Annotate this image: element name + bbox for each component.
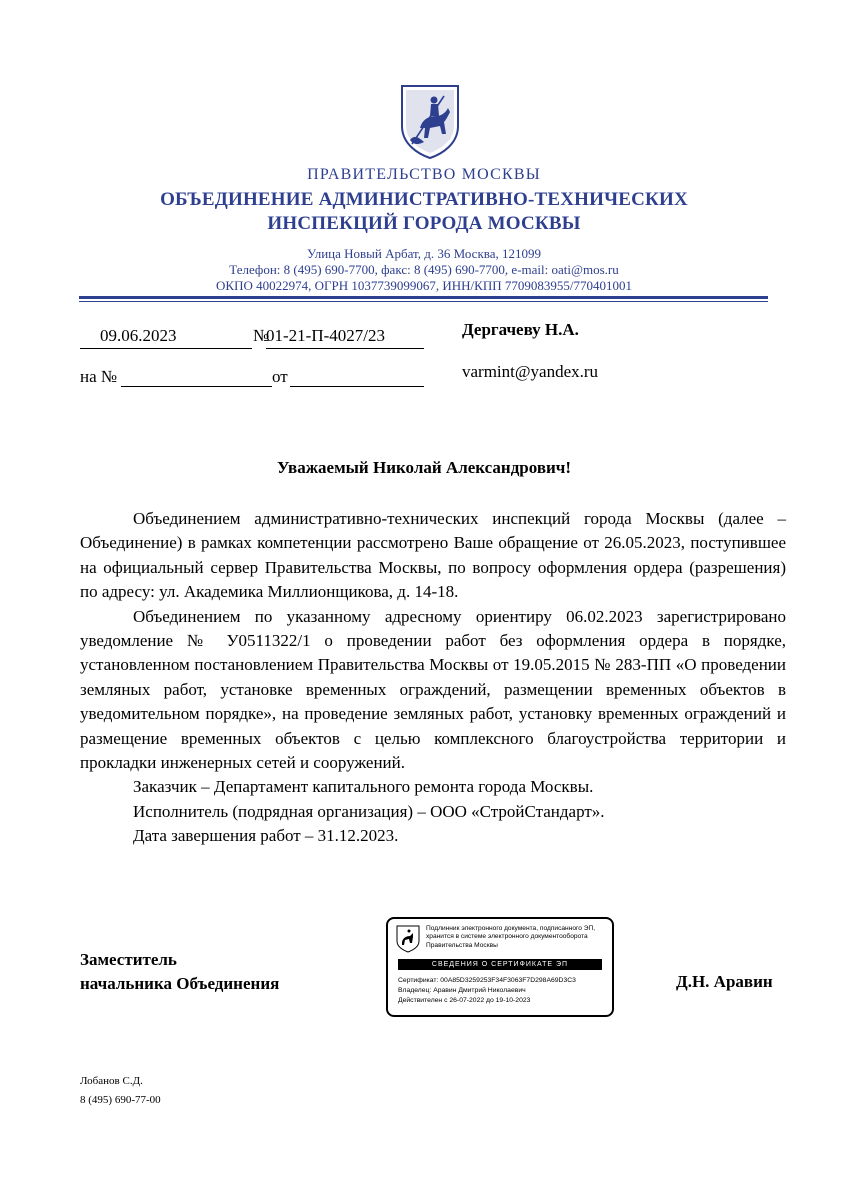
recipient-email: varmint@yandex.ru <box>462 362 599 381</box>
organization-name-line1: ОБЪЕДИНЕНИЕ АДМИНИСТРАТИВНО-ТЕХНИЧЕСКИХ <box>160 189 688 210</box>
stamp-validity: Действителен с 26-07-2022 до 19-10-2023 <box>398 997 531 1004</box>
outgoing-date: 09.06.2023 <box>100 326 177 345</box>
incoming-date-label: от <box>272 367 288 386</box>
signatory-name: Д.Н. Аравин <box>676 972 773 991</box>
organization-name-line2: ИНСПЕКЦИЙ ГОРОДА МОСКВЫ <box>267 213 581 234</box>
organization-address: Улица Новый Арбат, д. 36 Москва, 121099 <box>306 246 541 261</box>
signatory-title-line2: начальника Объединения <box>80 974 280 993</box>
stamp-owner: Владелец: Аравин Дмитрий Николаевич <box>398 987 526 994</box>
signatory-title <box>80 948 279 996</box>
signatory-title-line1: Заместитель <box>80 950 177 969</box>
stamp-emblem-icon <box>396 925 420 953</box>
electronic-signature-stamp <box>386 917 614 1017</box>
greeting: Уважаемый Николай Александрович! <box>276 458 572 477</box>
executor-name: Лобанов С.Д. <box>80 1075 143 1087</box>
body-paragraph: Дата завершения работ – 31.12.2023. <box>133 826 399 846</box>
executor-info <box>80 1072 161 1110</box>
stamp-certificate-id: Сертификат: 00A85D3259253F34F3063F7D298A69D3C3 <box>398 977 576 984</box>
stamp-certificate-header: СВЕДЕНИЯ О СЕРТИФИКАТЕ ЭП <box>398 959 602 970</box>
moscow-coat-of-arms-icon <box>398 82 462 160</box>
organization-codes: ОКПО 40022974, ОГРН 1037739099067, ИНН/КПП 7709083955/770401001 <box>216 278 632 293</box>
header-divider-thick <box>79 296 768 299</box>
incoming-date-underline <box>290 386 424 387</box>
body-paragraph: Исполнитель (подрядная организация) – ООО «СтройСтандарт». <box>133 801 605 821</box>
organization-phone: Телефон: 8 (495) 690-7700, факс: 8 (495) 690-7700, e-mail: oati@mos.ru <box>229 262 619 277</box>
executor-phone: 8 (495) 690-77-00 <box>80 1094 161 1106</box>
incoming-number-underline <box>121 386 272 387</box>
header-divider-thin <box>79 301 768 302</box>
letter-body <box>80 507 786 849</box>
stamp-original-note: Подлинник электронного документа, подписанного ЭП, хранится в системе электронного документооборота Правительства Москвы <box>426 925 596 949</box>
body-paragraph: Заказчик – Департамент капитального ремонта города Москвы. <box>133 777 594 797</box>
number-underline <box>266 348 424 349</box>
date-underline <box>80 348 252 349</box>
body-paragraph: Объединением административно-технических инспекций города Москвы (далее – Объединение) в рамках компетенции рассмотрено Ваше обращение от 26.05.2023, поступившее на официальный сервер Правительства Москвы, по вопросу оформления ордера (разрешения) по адресу: ул. Академика Миллионщикова, д. 14-18. <box>80 509 786 602</box>
government-name: ПРАВИТЕЛЬСТВО МОСКВЫ <box>307 166 541 183</box>
number-sign: № <box>253 326 270 345</box>
incoming-number-label: на № <box>80 367 118 386</box>
outgoing-number: 01-21-П-4027/23 <box>266 326 385 345</box>
recipient-name: Дергачеву Н.А. <box>462 320 579 339</box>
body-paragraph: Объединением по указанному адресному ориентиру 06.02.2023 зарегистрировано уведомление № У0511322/1 о проведении работ без оформления ордера в порядке, установленном постановлением Правительства Москвы от 19.05.2015 № 283-ПП «О проведении земляных работ, установке временных ограждений, размещении временных объектов в уведомительном порядке», на проведение земляных работ, установку временных ограждений и размещение временных объектов с целью комплексного благоустройства территории и прокладки инженерных сетей и сооружений. <box>80 606 786 773</box>
